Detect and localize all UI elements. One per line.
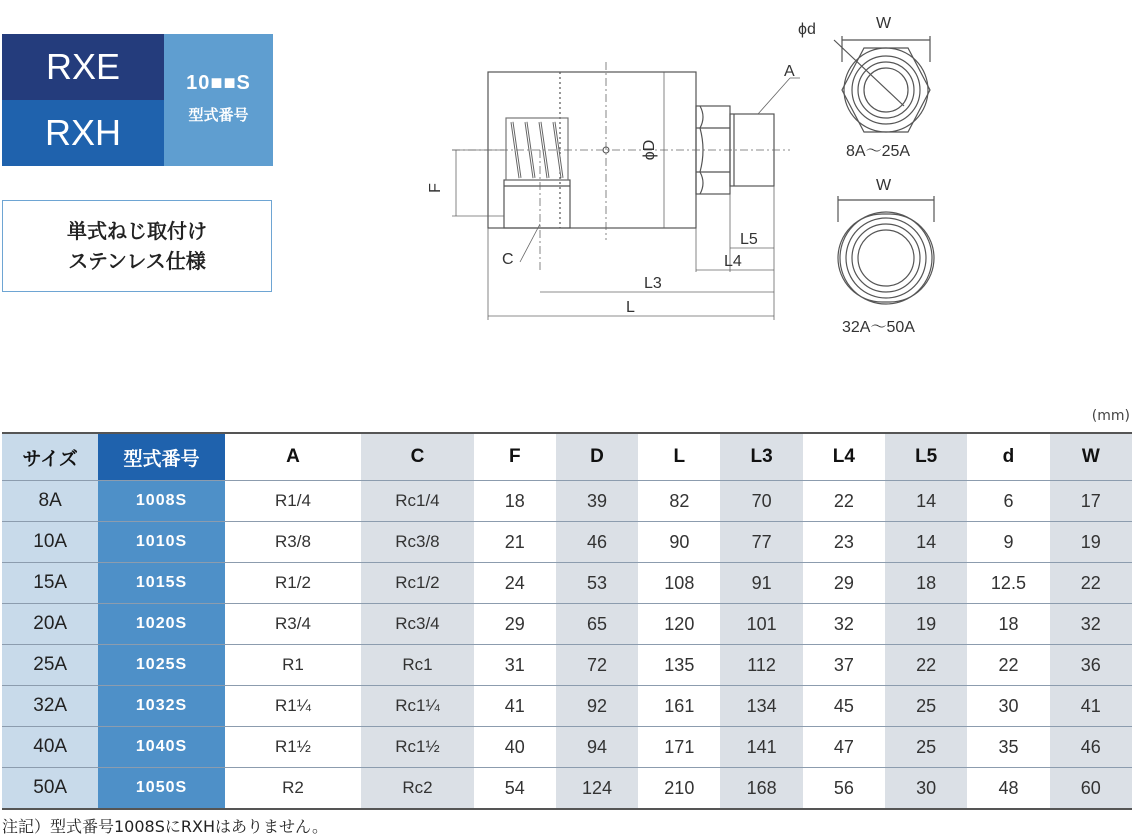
cell-l: 108: [638, 563, 720, 604]
header-size: サイズ: [2, 433, 98, 481]
cell-model: 1050S: [98, 768, 224, 810]
cell-model: 1040S: [98, 727, 224, 768]
cell-d-inner: 35: [967, 727, 1049, 768]
series-badge-rxh: RXH: [2, 100, 164, 166]
caption-large-sizes: 32A〜50A: [842, 319, 915, 336]
cell-f: 24: [474, 563, 556, 604]
cell-l3: 112: [720, 645, 802, 686]
table-row: [2, 768, 1132, 810]
cell-d-inner: 6: [967, 481, 1049, 522]
cell-c: Rc1½: [361, 727, 473, 768]
footnote: 注記）型式番号1008SにRXHはありません。: [2, 817, 328, 836]
dim-label-l3: L3: [644, 275, 662, 292]
cell-f: 41: [474, 686, 556, 727]
cell-model: 1025S: [98, 645, 224, 686]
cell-l3: 70: [720, 481, 802, 522]
cell-d-inner: 12.5: [967, 563, 1049, 604]
cell-d-inner: 22: [967, 645, 1049, 686]
cell-size: 40A: [2, 727, 98, 768]
dim-label-w-bottom: W: [876, 177, 892, 194]
cell-l5: 14: [885, 522, 967, 563]
header-l3: L3: [720, 433, 802, 481]
cell-l4: 56: [803, 768, 885, 810]
cell-l5: 30: [885, 768, 967, 810]
cell-d-outer: 65: [556, 604, 638, 645]
table-row: [2, 604, 1132, 645]
cell-l4: 47: [803, 727, 885, 768]
cell-l3: 168: [720, 768, 802, 810]
dim-label-l4: L4: [724, 253, 742, 270]
cell-a: R2: [225, 768, 361, 810]
cell-c: Rc3/4: [361, 604, 473, 645]
cell-l4: 22: [803, 481, 885, 522]
cell-c: Rc1: [361, 645, 473, 686]
cell-l5: 25: [885, 686, 967, 727]
cell-l5: 18: [885, 563, 967, 604]
cell-model: 1020S: [98, 604, 224, 645]
cell-size: 15A: [2, 563, 98, 604]
cell-w: 22: [1050, 563, 1132, 604]
cell-f: 29: [474, 604, 556, 645]
cell-a: R3/8: [225, 522, 361, 563]
cell-size: 25A: [2, 645, 98, 686]
cell-l5: 14: [885, 481, 967, 522]
dim-label-phi-D: ϕD: [641, 139, 658, 161]
cell-l: 210: [638, 768, 720, 810]
cell-f: 31: [474, 645, 556, 686]
series-badge-rxe: RXE: [2, 34, 164, 100]
header-d-outer: D: [556, 433, 638, 481]
cell-model: 1015S: [98, 563, 224, 604]
dim-label-l5: L5: [740, 231, 758, 248]
cell-l: 90: [638, 522, 720, 563]
cell-w: 60: [1050, 768, 1132, 810]
cell-model: 1010S: [98, 522, 224, 563]
cell-l: 82: [638, 481, 720, 522]
cell-l4: 37: [803, 645, 885, 686]
cell-size: 8A: [2, 481, 98, 522]
cell-d-inner: 48: [967, 768, 1049, 810]
table-header-row: [2, 433, 1132, 481]
table-row: [2, 481, 1132, 522]
cell-l: 171: [638, 727, 720, 768]
cell-l5: 25: [885, 727, 967, 768]
cell-f: 40: [474, 727, 556, 768]
cell-size: 50A: [2, 768, 98, 810]
dim-label-f: F: [427, 183, 444, 193]
header-f: F: [474, 433, 556, 481]
cell-a: R1½: [225, 727, 361, 768]
cell-a: R3/4: [225, 604, 361, 645]
cell-a: R1/4: [225, 481, 361, 522]
cell-a: R1: [225, 645, 361, 686]
cell-d-outer: 39: [556, 481, 638, 522]
cell-l4: 29: [803, 563, 885, 604]
header-l5: L5: [885, 433, 967, 481]
cell-f: 18: [474, 481, 556, 522]
cell-w: 36: [1050, 645, 1132, 686]
table-row: [2, 727, 1132, 768]
cell-a: R1¼: [225, 686, 361, 727]
cell-w: 41: [1050, 686, 1132, 727]
cell-c: Rc2: [361, 768, 473, 810]
table-row: [2, 563, 1132, 604]
caption-small-sizes: 8A〜25A: [846, 143, 911, 160]
cell-w: 19: [1050, 522, 1132, 563]
dim-label-a: A: [784, 63, 795, 80]
dim-label-phi-d: ϕd: [798, 21, 816, 38]
cell-size: 10A: [2, 522, 98, 563]
cell-d-outer: 53: [556, 563, 638, 604]
cell-d-outer: 72: [556, 645, 638, 686]
model-code: 10■■S: [186, 72, 251, 94]
cell-c: Rc1¼: [361, 686, 473, 727]
end-view-round: [838, 196, 934, 304]
cell-l3: 141: [720, 727, 802, 768]
end-view-hex: [834, 36, 930, 132]
technical-drawing: [0, 0, 1136, 350]
cell-l3: 91: [720, 563, 802, 604]
header-d-inner: d: [967, 433, 1049, 481]
cell-d-outer: 92: [556, 686, 638, 727]
cell-l4: 32: [803, 604, 885, 645]
cell-c: Rc1/4: [361, 481, 473, 522]
cell-l4: 45: [803, 686, 885, 727]
cell-l3: 77: [720, 522, 802, 563]
model-label: 型式番号: [188, 106, 249, 124]
header-l: L: [638, 433, 720, 481]
cell-c: Rc3/8: [361, 522, 473, 563]
feature-line-2: ステンレス仕様: [68, 249, 206, 273]
unit-label: (mm): [1091, 408, 1130, 424]
dim-label-c: C: [502, 251, 514, 268]
cell-size: 32A: [2, 686, 98, 727]
cell-f: 21: [474, 522, 556, 563]
cell-c: Rc1/2: [361, 563, 473, 604]
cell-l3: 134: [720, 686, 802, 727]
cell-size: 20A: [2, 604, 98, 645]
cell-l: 161: [638, 686, 720, 727]
cell-f: 54: [474, 768, 556, 810]
cell-d-inner: 30: [967, 686, 1049, 727]
cell-l3: 101: [720, 604, 802, 645]
cell-d-inner: 9: [967, 522, 1049, 563]
cell-model: 1032S: [98, 686, 224, 727]
header-a: A: [225, 433, 361, 481]
cell-l: 135: [638, 645, 720, 686]
spec-table: [2, 432, 1132, 810]
cell-d-outer: 124: [556, 768, 638, 810]
cell-l5: 19: [885, 604, 967, 645]
header-model: 型式番号: [98, 433, 224, 481]
cell-model: 1008S: [98, 481, 224, 522]
cell-d-outer: 94: [556, 727, 638, 768]
dim-label-w-top: W: [876, 15, 892, 32]
cell-w: 46: [1050, 727, 1132, 768]
header-w: W: [1050, 433, 1132, 481]
cell-l: 120: [638, 604, 720, 645]
table-row: [2, 645, 1132, 686]
cell-w: 17: [1050, 481, 1132, 522]
header-l4: L4: [803, 433, 885, 481]
cell-l5: 22: [885, 645, 967, 686]
dim-label-l: L: [626, 299, 635, 316]
cell-d-outer: 46: [556, 522, 638, 563]
cell-d-inner: 18: [967, 604, 1049, 645]
table-row: [2, 686, 1132, 727]
feature-line-1: 単式ねじ取付け: [67, 219, 207, 243]
cell-l4: 23: [803, 522, 885, 563]
cell-a: R1/2: [225, 563, 361, 604]
table-row: [2, 522, 1132, 563]
header-c: C: [361, 433, 473, 481]
cell-w: 32: [1050, 604, 1132, 645]
